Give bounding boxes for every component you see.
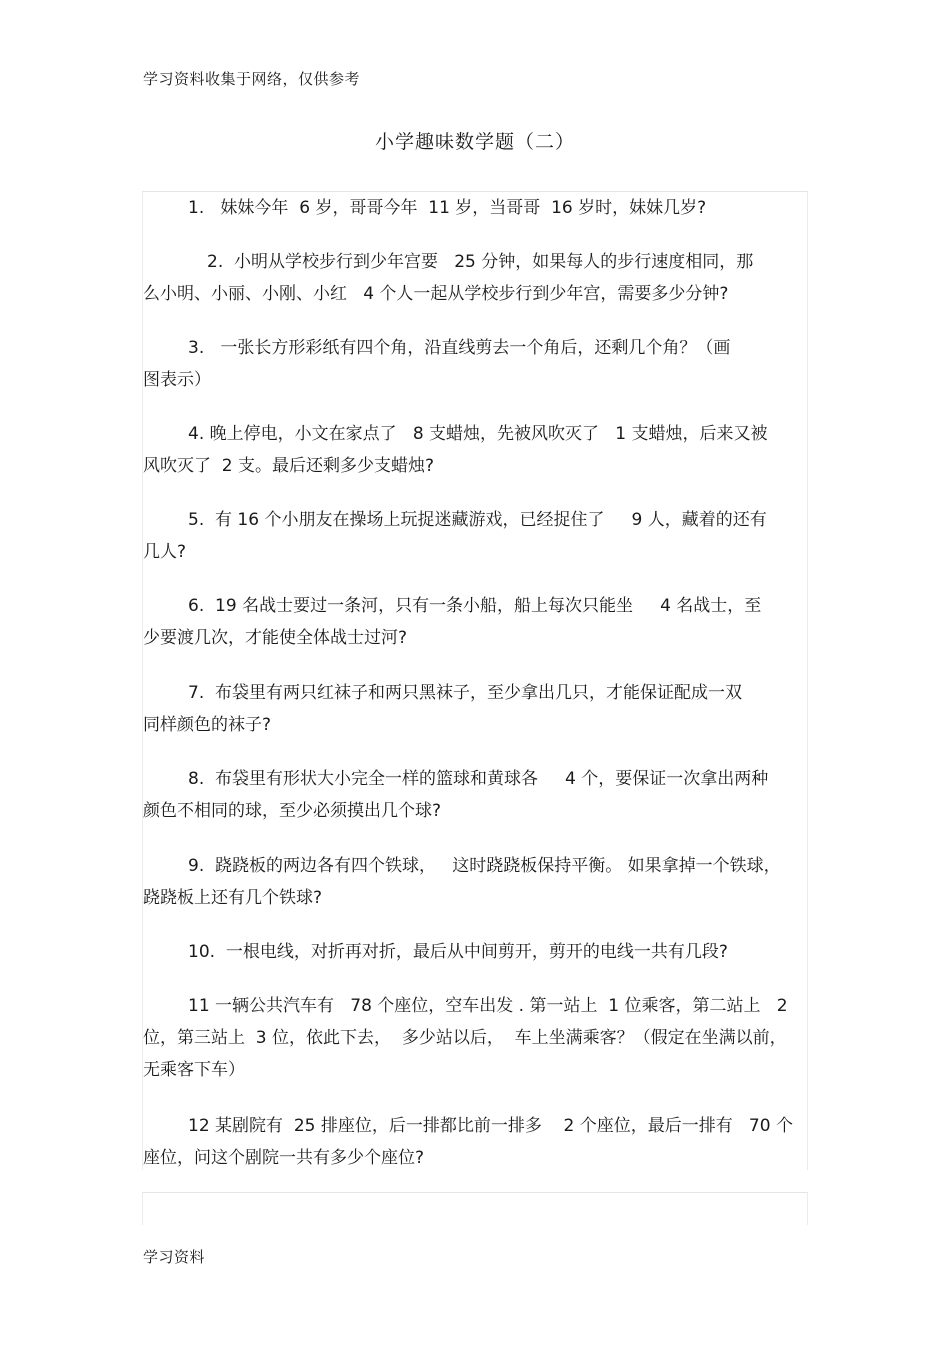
- question-line: 3. 一张长方形彩纸有四个角，沿直线剪去一个角后，还剩几个角？（画: [188, 338, 731, 358]
- question-line: 么小明、小丽、小刚、小红 4 个人一起从学校步行到少年宫，需要多少分钟?: [143, 284, 729, 304]
- question-line: 1. 妹妹今年 6 岁，哥哥今年 11 岁，当哥哥 16 岁时，妹妹几岁?: [188, 198, 707, 218]
- question-line: 11 一辆公共汽车有 78 个座位，空车出发 . 第一站上 1 位乘客，第二站上 2: [188, 996, 788, 1016]
- question-5: [143, 504, 807, 568]
- question-line: 9. 跷跷板的两边各有四个铁球， 这时跷跷板保持平衡。 如果拿掉一个铁球，: [188, 856, 781, 876]
- question-line: 风吹灭了 2 支。最后还剩多少支蜡烛?: [143, 456, 435, 476]
- question-line: 8. 布袋里有形状大小完全一样的篮球和黄球各 4 个，要保证一次拿出两种: [188, 769, 769, 789]
- content-frame-continued: [142, 1192, 808, 1225]
- question-line: 7. 布袋里有两只红袜子和两只黑袜子，至少拿出几只，才能保证配成一双: [188, 683, 743, 703]
- question-line: 跷跷板上还有几个铁球?: [143, 888, 323, 908]
- question-line: 少要渡几次，才能使全体战士过河?: [143, 628, 408, 648]
- question-1: [143, 192, 807, 224]
- question-4: [143, 418, 807, 482]
- question-line: 座位，问这个剧院一共有多少个座位?: [143, 1148, 425, 1168]
- question-line: 5. 有 16 个小朋友在操场上玩捉迷藏游戏，已经捉住了 9 人，藏着的还有: [188, 510, 767, 530]
- question-line: 颜色不相同的球，至少必须摸出几个球?: [143, 801, 442, 821]
- question-6: [143, 590, 807, 654]
- question-line: 图表示）: [143, 370, 211, 390]
- question-3: [143, 332, 807, 396]
- question-10: [143, 936, 807, 968]
- question-line: 12 某剧院有 25 排座位，后一排都比前一排多 2 个座位，最后一排有 70 个: [188, 1116, 793, 1136]
- header-note: 学习资料收集于网络，仅供参考: [143, 70, 361, 88]
- question-12: [143, 1110, 807, 1174]
- question-line: 位，第三站上 3 位，依此下去， 多少站以后， 车上坐满乘客？（假定在坐满以前，: [143, 1028, 787, 1048]
- question-8: [143, 763, 807, 827]
- question-2: [143, 246, 807, 310]
- question-line: 10. 一根电线，对折再对折，最后从中间剪开，剪开的电线一共有几段?: [188, 942, 728, 962]
- page-title: 小学趣味数学题（二）: [374, 131, 575, 153]
- question-7: [143, 677, 807, 741]
- question-line: 几人?: [143, 542, 187, 562]
- question-line: 同样颜色的袜子?: [143, 715, 272, 735]
- question-line: 4. 晚上停电，小文在家点了 8 支蜡烛，先被风吹灭了 1 支蜡烛，后来又被: [188, 424, 768, 444]
- question-line: 无乘客下车）: [143, 1060, 245, 1080]
- footer-note: 学习资料: [143, 1248, 206, 1266]
- question-line: 6. 19 名战士要过一条河，只有一条小船，船上每次只能坐 4 名战士，至: [188, 596, 762, 616]
- question-9: [143, 850, 807, 914]
- question-11: [143, 990, 807, 1086]
- question-line: 2. 小明从学校步行到少年宫要 25 分钟，如果每人的步行速度相同，那: [207, 252, 754, 272]
